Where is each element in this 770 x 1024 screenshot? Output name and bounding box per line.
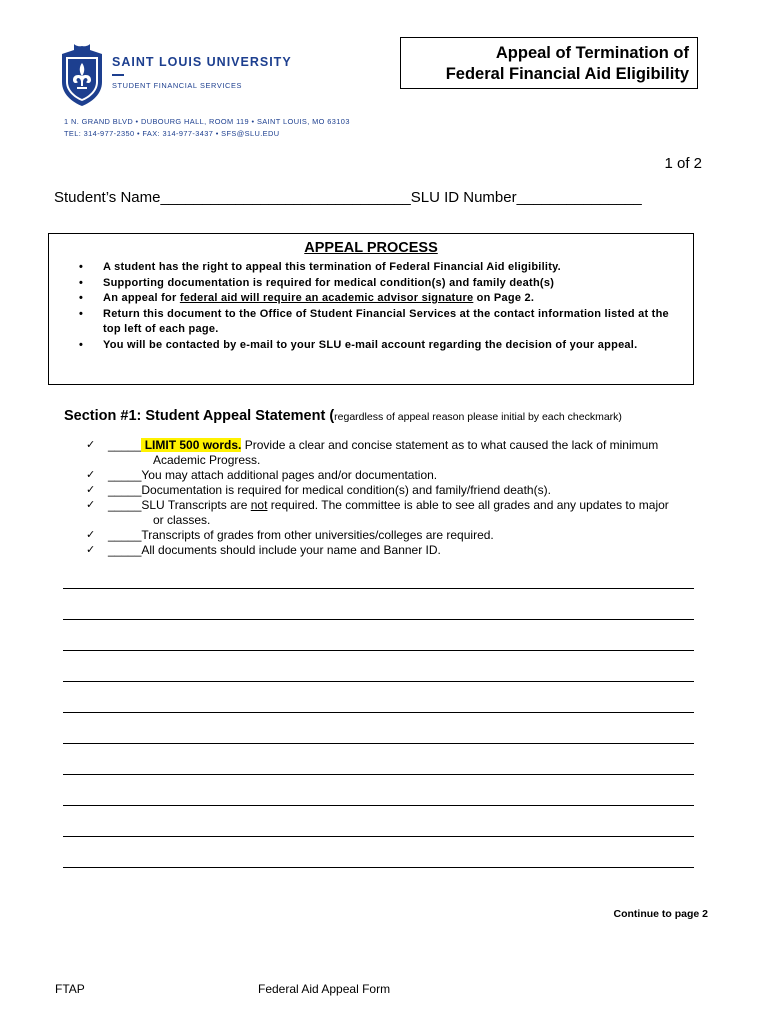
student-name-label: Student’s Name: [54, 189, 161, 206]
slu-id-field[interactable]: _______________: [516, 189, 642, 206]
appeal-item-text: on Page 2.: [473, 292, 535, 304]
appeal-item-text: You will be contacted by e-mail to your SLU e-mail account regarding the decision of your appeal.: [103, 338, 638, 351]
list-item: [79, 276, 689, 292]
advisor-signature-note: federal aid will require an academic advisor signature: [179, 292, 474, 304]
statement-writing-line[interactable]: [63, 836, 694, 837]
checkmark-icon: ✓: [86, 484, 96, 496]
statement-writing-line[interactable]: [63, 650, 694, 651]
checkmark-icon: ✓: [86, 544, 96, 556]
appeal-process-list: [79, 260, 689, 353]
bullet-icon: •: [79, 307, 84, 320]
bullet-icon: •: [79, 338, 84, 351]
section1-subtitle: regardless of appeal reason please initial by each checkmark): [334, 411, 622, 423]
footer-form-name: Federal Aid Appeal Form: [258, 982, 391, 996]
page-indicator: 1 of 2: [664, 155, 702, 172]
bullet-icon: •: [79, 292, 84, 304]
appeal-item-text: A student has the right to appeal this termination of Federal Financial Aid eligibility.: [103, 261, 561, 273]
contact-line: TEL: 314-977-2350 • FAX: 314-977-3437 • SFS@SLU.EDU: [64, 129, 280, 138]
university-name: SAINT LOUIS UNIVERSITY: [112, 55, 292, 69]
statement-writing-line[interactable]: [63, 867, 694, 868]
statement-writing-line[interactable]: [63, 619, 694, 620]
list-item: [86, 498, 711, 528]
statement-writing-line[interactable]: [63, 774, 694, 775]
checklist-text: You may attach additional pages and/or documentation.: [141, 468, 438, 482]
checklist-text: Provide a clear and concise statement as to what caused the lack of minimum: [241, 438, 659, 452]
statement-writing-line[interactable]: [63, 681, 694, 682]
student-info-row: [54, 189, 642, 206]
continue-note: Continue to page 2: [613, 908, 708, 920]
list-item: [79, 291, 689, 307]
checklist-text-continued: Academic Progress.: [153, 453, 261, 467]
list-item: [86, 438, 711, 468]
section1-heading: Section #1: Student Appeal Statement (: [64, 408, 335, 424]
list-item: [79, 307, 689, 338]
footer-form-code: FTAP: [55, 982, 85, 996]
initial-blank[interactable]: _____: [108, 498, 142, 512]
initial-blank[interactable]: _____: [108, 468, 142, 482]
slu-shield-logo: [60, 44, 104, 108]
form-title-box: [400, 37, 698, 89]
appeal-item-text: Return this document to the Office of Student Financial Services at the contact information listed at the top left of each page.: [103, 307, 669, 335]
logo-divider: [112, 74, 124, 76]
department-name: STUDENT FINANCIAL SERVICES: [112, 81, 243, 90]
checklist-text: SLU Transcripts are: [141, 498, 251, 512]
list-item: [86, 543, 711, 558]
checklist-text: Documentation is required for medical condition(s) and family/friend death(s).: [141, 483, 551, 497]
not-required-emphasis: not: [250, 498, 268, 512]
checklist-text: Transcripts of grades from other universities/colleges are required.: [141, 528, 494, 542]
word-limit-highlight: LIMIT 500 words.: [141, 438, 242, 452]
address-line: 1 N. GRAND BLVD • DUBOURG HALL, ROOM 119 • SAINT LOUIS, MO 63103: [64, 117, 350, 126]
bullet-icon: •: [79, 276, 84, 289]
statement-writing-line[interactable]: [63, 805, 694, 806]
statement-writing-line[interactable]: [63, 743, 694, 744]
list-item: [86, 468, 711, 483]
checkmark-icon: ✓: [86, 529, 96, 541]
student-name-field[interactable]: ______________________________: [160, 189, 411, 206]
checklist-text: required. The committee is able to see all grades and any updates to major: [267, 498, 669, 512]
appeal-item-text: Supporting documentation is required for medical condition(s) and family death(s): [103, 276, 555, 289]
appeal-process-box: [48, 233, 694, 385]
checkmark-icon: ✓: [86, 469, 96, 481]
section1-title: [64, 408, 622, 424]
checklist-text-continued: or classes.: [153, 513, 211, 527]
slu-id-label: SLU ID Number: [410, 189, 517, 206]
bullet-icon: •: [79, 261, 84, 273]
list-item: [86, 483, 711, 498]
appeal-process-title: APPEAL PROCESS: [304, 240, 438, 256]
statement-writing-line[interactable]: [63, 712, 694, 713]
initial-blank[interactable]: _____: [108, 543, 142, 557]
checklist-text: All documents should include your name and Banner ID.: [141, 543, 441, 557]
checkmark-icon: ✓: [86, 439, 96, 451]
initial-blank[interactable]: _____: [108, 438, 142, 452]
requirements-checklist: [86, 438, 711, 558]
statement-writing-line[interactable]: [63, 588, 694, 589]
list-item: [79, 260, 689, 276]
form-title-line1: Appeal of Termination of: [495, 44, 689, 62]
list-item: [86, 528, 711, 543]
form-title-line2: Federal Financial Aid Eligibility: [445, 65, 689, 83]
checkmark-icon: ✓: [86, 499, 96, 511]
initial-blank[interactable]: _____: [108, 483, 142, 497]
initial-blank[interactable]: _____: [108, 528, 142, 542]
list-item: [79, 338, 689, 354]
appeal-item-text: An appeal for: [103, 292, 180, 304]
